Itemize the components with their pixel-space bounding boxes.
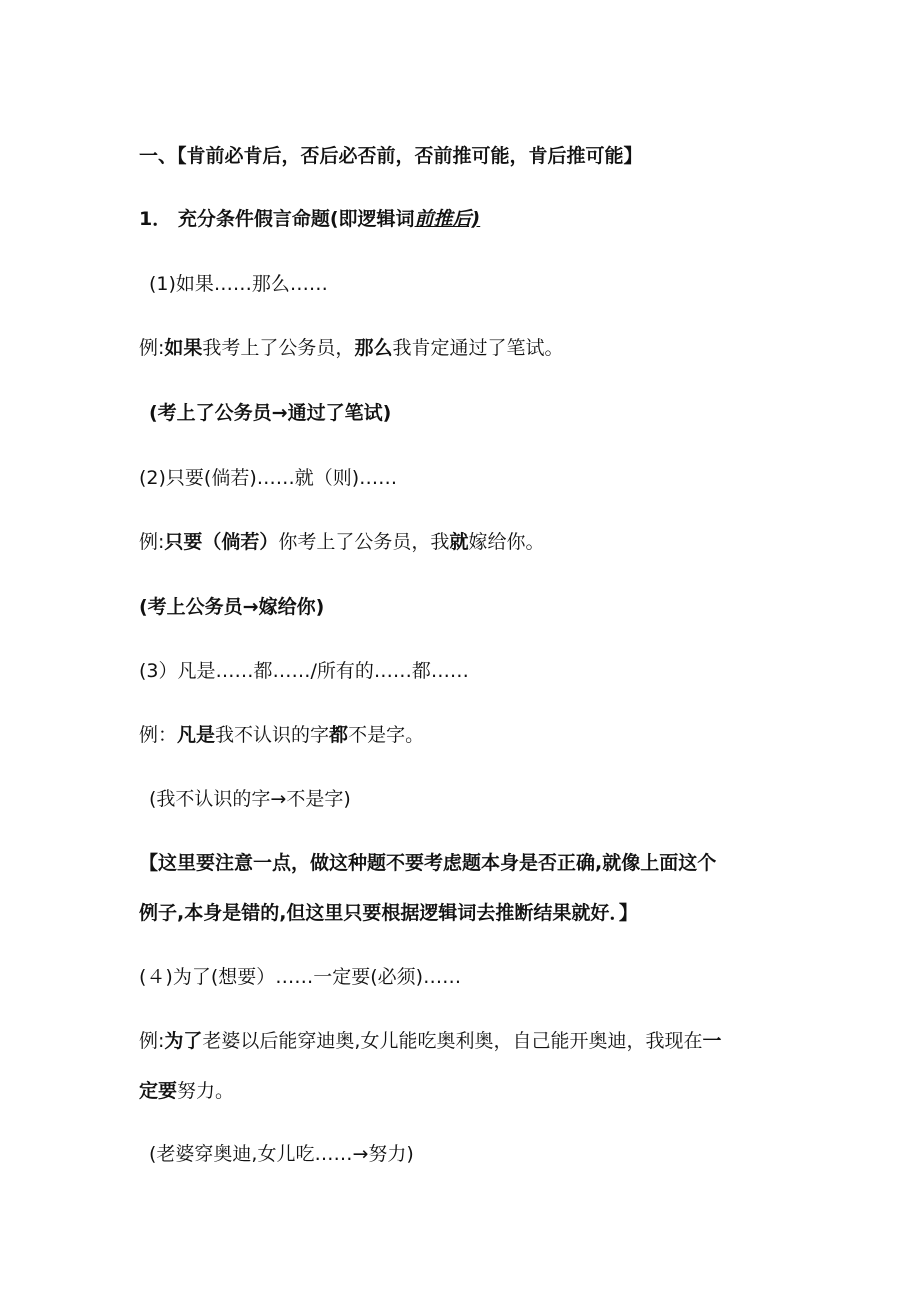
section-heading: 一、【肯前必肯后，否后必否前，否前推可能，肯后推可能】	[139, 145, 643, 167]
remark-line-1: 【这里要注意一点，做这种题不要考虑题本身是否正确,就像上面这个	[139, 852, 717, 874]
section-1-title-text: 1． 充分条件假言命题(即逻辑词	[139, 208, 415, 230]
item-1-pattern: (1)如果……那么……	[149, 273, 328, 295]
example-3	[139, 722, 799, 748]
section-1-title	[139, 206, 799, 232]
example-4-keyword-2a: 一	[702, 1030, 722, 1052]
example-4-line-2	[139, 1078, 799, 1104]
example-4-keyword-1: 为了	[164, 1030, 203, 1052]
example-2-keyword-1: 只要（倘若）	[164, 531, 279, 553]
example-1-prefix: 例:	[139, 337, 165, 359]
example-4-text-1: 老婆以后能穿迪奥,女儿能吃奥利奥，自己能开奥迪，我现在	[202, 1030, 703, 1052]
example-4-note: (老婆穿奥迪,女儿吃……→努力)	[149, 1143, 414, 1165]
section-1-title-emphasis: 前推后)	[414, 208, 481, 230]
item-2-pattern: (2)只要(倘若)……就（则)……	[139, 467, 398, 489]
example-4-keyword-2b: 定要	[139, 1080, 178, 1102]
example-4-prefix: 例:	[139, 1030, 165, 1052]
example-2-text-2: 嫁给你。	[468, 531, 545, 553]
example-4-text-2: 努力。	[177, 1080, 235, 1102]
example-2-keyword-2: 就	[449, 531, 469, 553]
example-3-text-1: 我不认识的字	[215, 724, 330, 746]
example-4-line-1	[139, 1028, 799, 1054]
item-3-pattern: (3）凡是……都……/所有的……都……	[139, 660, 469, 682]
example-3-keyword-1: 凡是	[177, 724, 216, 746]
example-2-note: (考上公务员→嫁给你)	[139, 596, 325, 618]
example-3-text-2: 不是字。	[348, 724, 425, 746]
example-1-keyword-2: 那么	[354, 337, 393, 359]
example-3-keyword-2: 都	[329, 724, 349, 746]
example-2-prefix: 例:	[139, 531, 165, 553]
example-3-note: (我不认识的字→不是字)	[149, 788, 351, 810]
example-1-text-2: 我肯定通过了笔试。	[392, 337, 564, 359]
item-4-pattern: (４)为了(想要）……一定要(必须)……	[139, 966, 462, 988]
example-1-text-1: 我考上了公务员，	[202, 337, 355, 359]
example-1-note: (考上了公务员→通过了笔试)	[149, 402, 392, 424]
example-2-text-1: 你考上了公务员，我	[278, 531, 450, 553]
example-2	[139, 529, 799, 555]
example-1-keyword-1: 如果	[164, 337, 203, 359]
remark-line-2: 例子,本身是错的,但这里只要根据逻辑词去推断结果就好．】	[139, 902, 638, 924]
example-3-prefix: 例：	[139, 724, 178, 746]
example-1	[139, 335, 799, 361]
